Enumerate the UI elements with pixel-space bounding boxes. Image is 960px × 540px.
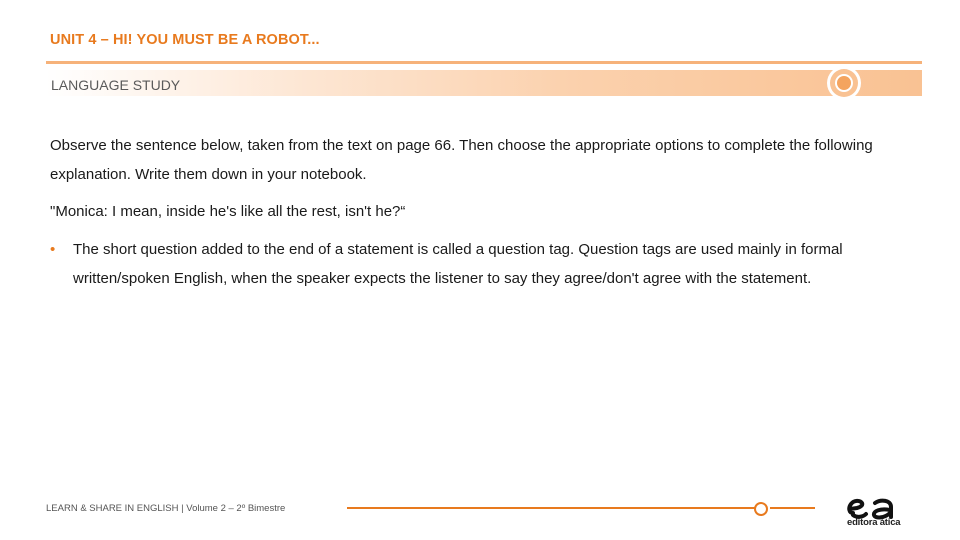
bullet-icon: • (50, 241, 56, 258)
quote-sentence: "Monica: I mean, inside he's like all the rest, isn't he?“ (50, 203, 406, 220)
instruction-paragraph: Observe the sentence below, taken from the text on page 66. Then choose the appropriate options to complete the following explanation. Write them down in your notebook. (50, 137, 873, 183)
section-label: LANGUAGE STUDY (51, 77, 181, 93)
footer-divider-right (770, 507, 815, 509)
footer-circle-icon (754, 502, 768, 516)
bullet-item (50, 235, 890, 293)
decorative-circle-icon (830, 69, 858, 97)
bullet-text: The short question added to the end of a statement is called a question tag. Question tags are used mainly in formal written/spoken English, when the speaker expects the listener to say they agree/don't agree with the statement. (73, 241, 843, 287)
unit-title: UNIT 4 – HI! YOU MUST BE A ROBOT... (50, 32, 320, 48)
publisher-name: editora ática (847, 517, 901, 528)
section-header-band (46, 70, 922, 96)
title-divider (46, 61, 922, 64)
footer-book-info: LEARN & SHARE IN ENGLISH | Volume 2 – 2º Bimestre (46, 503, 286, 514)
footer-divider (347, 507, 755, 509)
